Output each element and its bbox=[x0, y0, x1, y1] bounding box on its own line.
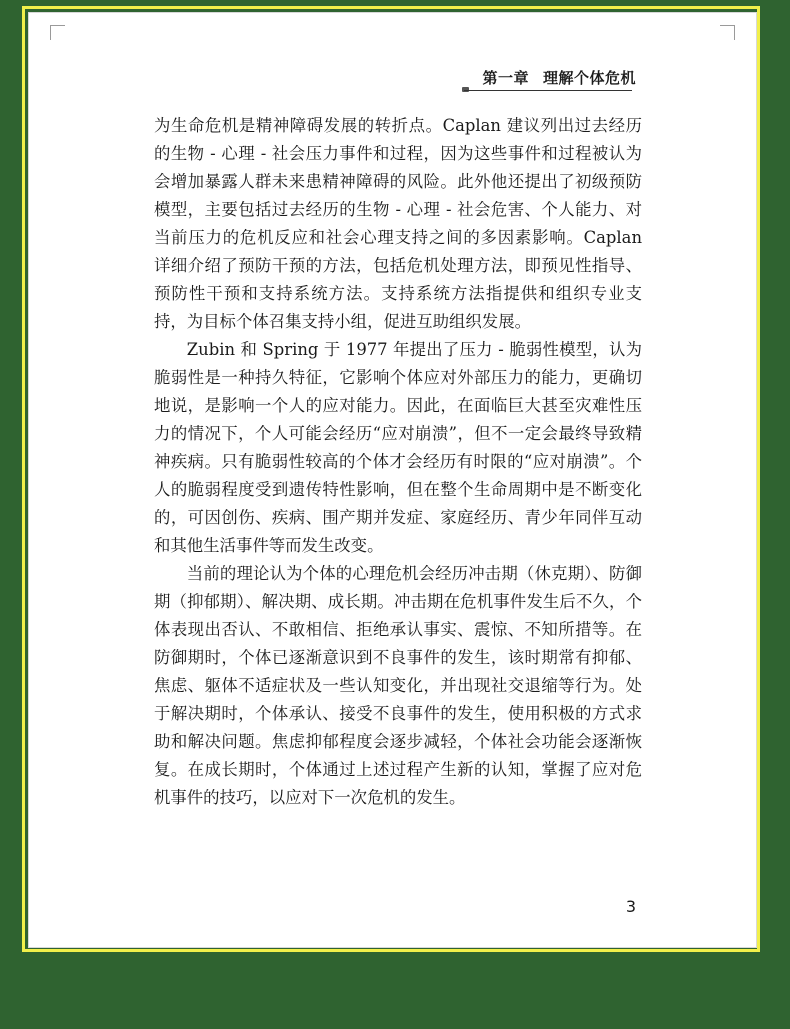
paragraph-1: 为生命危机是精神障碍发展的转折点。Caplan 建议列出过去经历的生物 - 心理 - 社会压力事件和过程，因为这些事件和过程被认为会增加暴露人群未来患精神障碍的风险。此外他还提出了初级预防模型，主要包括过去经历的生物 - 心理 - 社会危害、个人能力、对当前压力的危机反应和社会心理支持之间的多因素影响。Caplan 详细介绍了预防干预的方法，包括危机处理方法，即预见性指导、预防性干预和支持系统方法。支持系统方法指提供和组织专业支持，为目标个体召集支持小组，促进互助组织发展。 bbox=[154, 116, 642, 331]
chapter-number: 第一章 bbox=[482, 69, 529, 87]
crop-mark-top-left bbox=[50, 25, 65, 40]
chapter-title: 理解个体危机 bbox=[542, 69, 636, 87]
body-text bbox=[154, 112, 642, 812]
book-page bbox=[28, 12, 757, 948]
paragraph-3: 当前的理论认为个体的心理危机会经历冲击期（休克期）、防御期（抑郁期）、解决期、成长期。冲击期在危机事件发生后不久，个体表现出否认、不敢相信、拒绝承认事实、震惊、不知所措等。在防御期时，个体已逐渐意识到不良事件的发生，该时期常有抑郁、焦虑、躯体不适症状及一些认知变化，并出现社交退缩等行为。处于解决期时，个体承认、接受不良事件的发生，使用积极的方式求助和解决问题。焦虑抑郁程度会逐步减轻，个体社会功能会逐渐恢复。在成长期时，个体通过上述过程产生新的认知，掌握了应对危机事件的技巧，以应对下一次危机的发生。 bbox=[154, 564, 642, 807]
header-rule bbox=[464, 90, 632, 91]
paragraph-2: Zubin 和 Spring 于 1977 年提出了压力 - 脆弱性模型，认为脆弱性是一种持久特征，它影响个体应对外部压力的能力，更确切地说，是影响一个人的应对能力。因此，在面临巨大甚至灾难性压力的情况下，个人可能会经历“应对崩溃”，但不一定会最终导致精神疾病。只有脆弱性较高的个体才会经历有时限的“应对崩溃”。个人的脆弱程度受到遗传特性影响，但在整个生命周期中是不断变化的，可因创伤、疾病、围产期并发症、家庭经历、青少年同伴互动和其他生活事件等而发生改变。 bbox=[154, 340, 642, 555]
crop-mark-top-right bbox=[720, 25, 735, 40]
page-number: 3 bbox=[625, 897, 636, 916]
running-header bbox=[482, 67, 636, 88]
